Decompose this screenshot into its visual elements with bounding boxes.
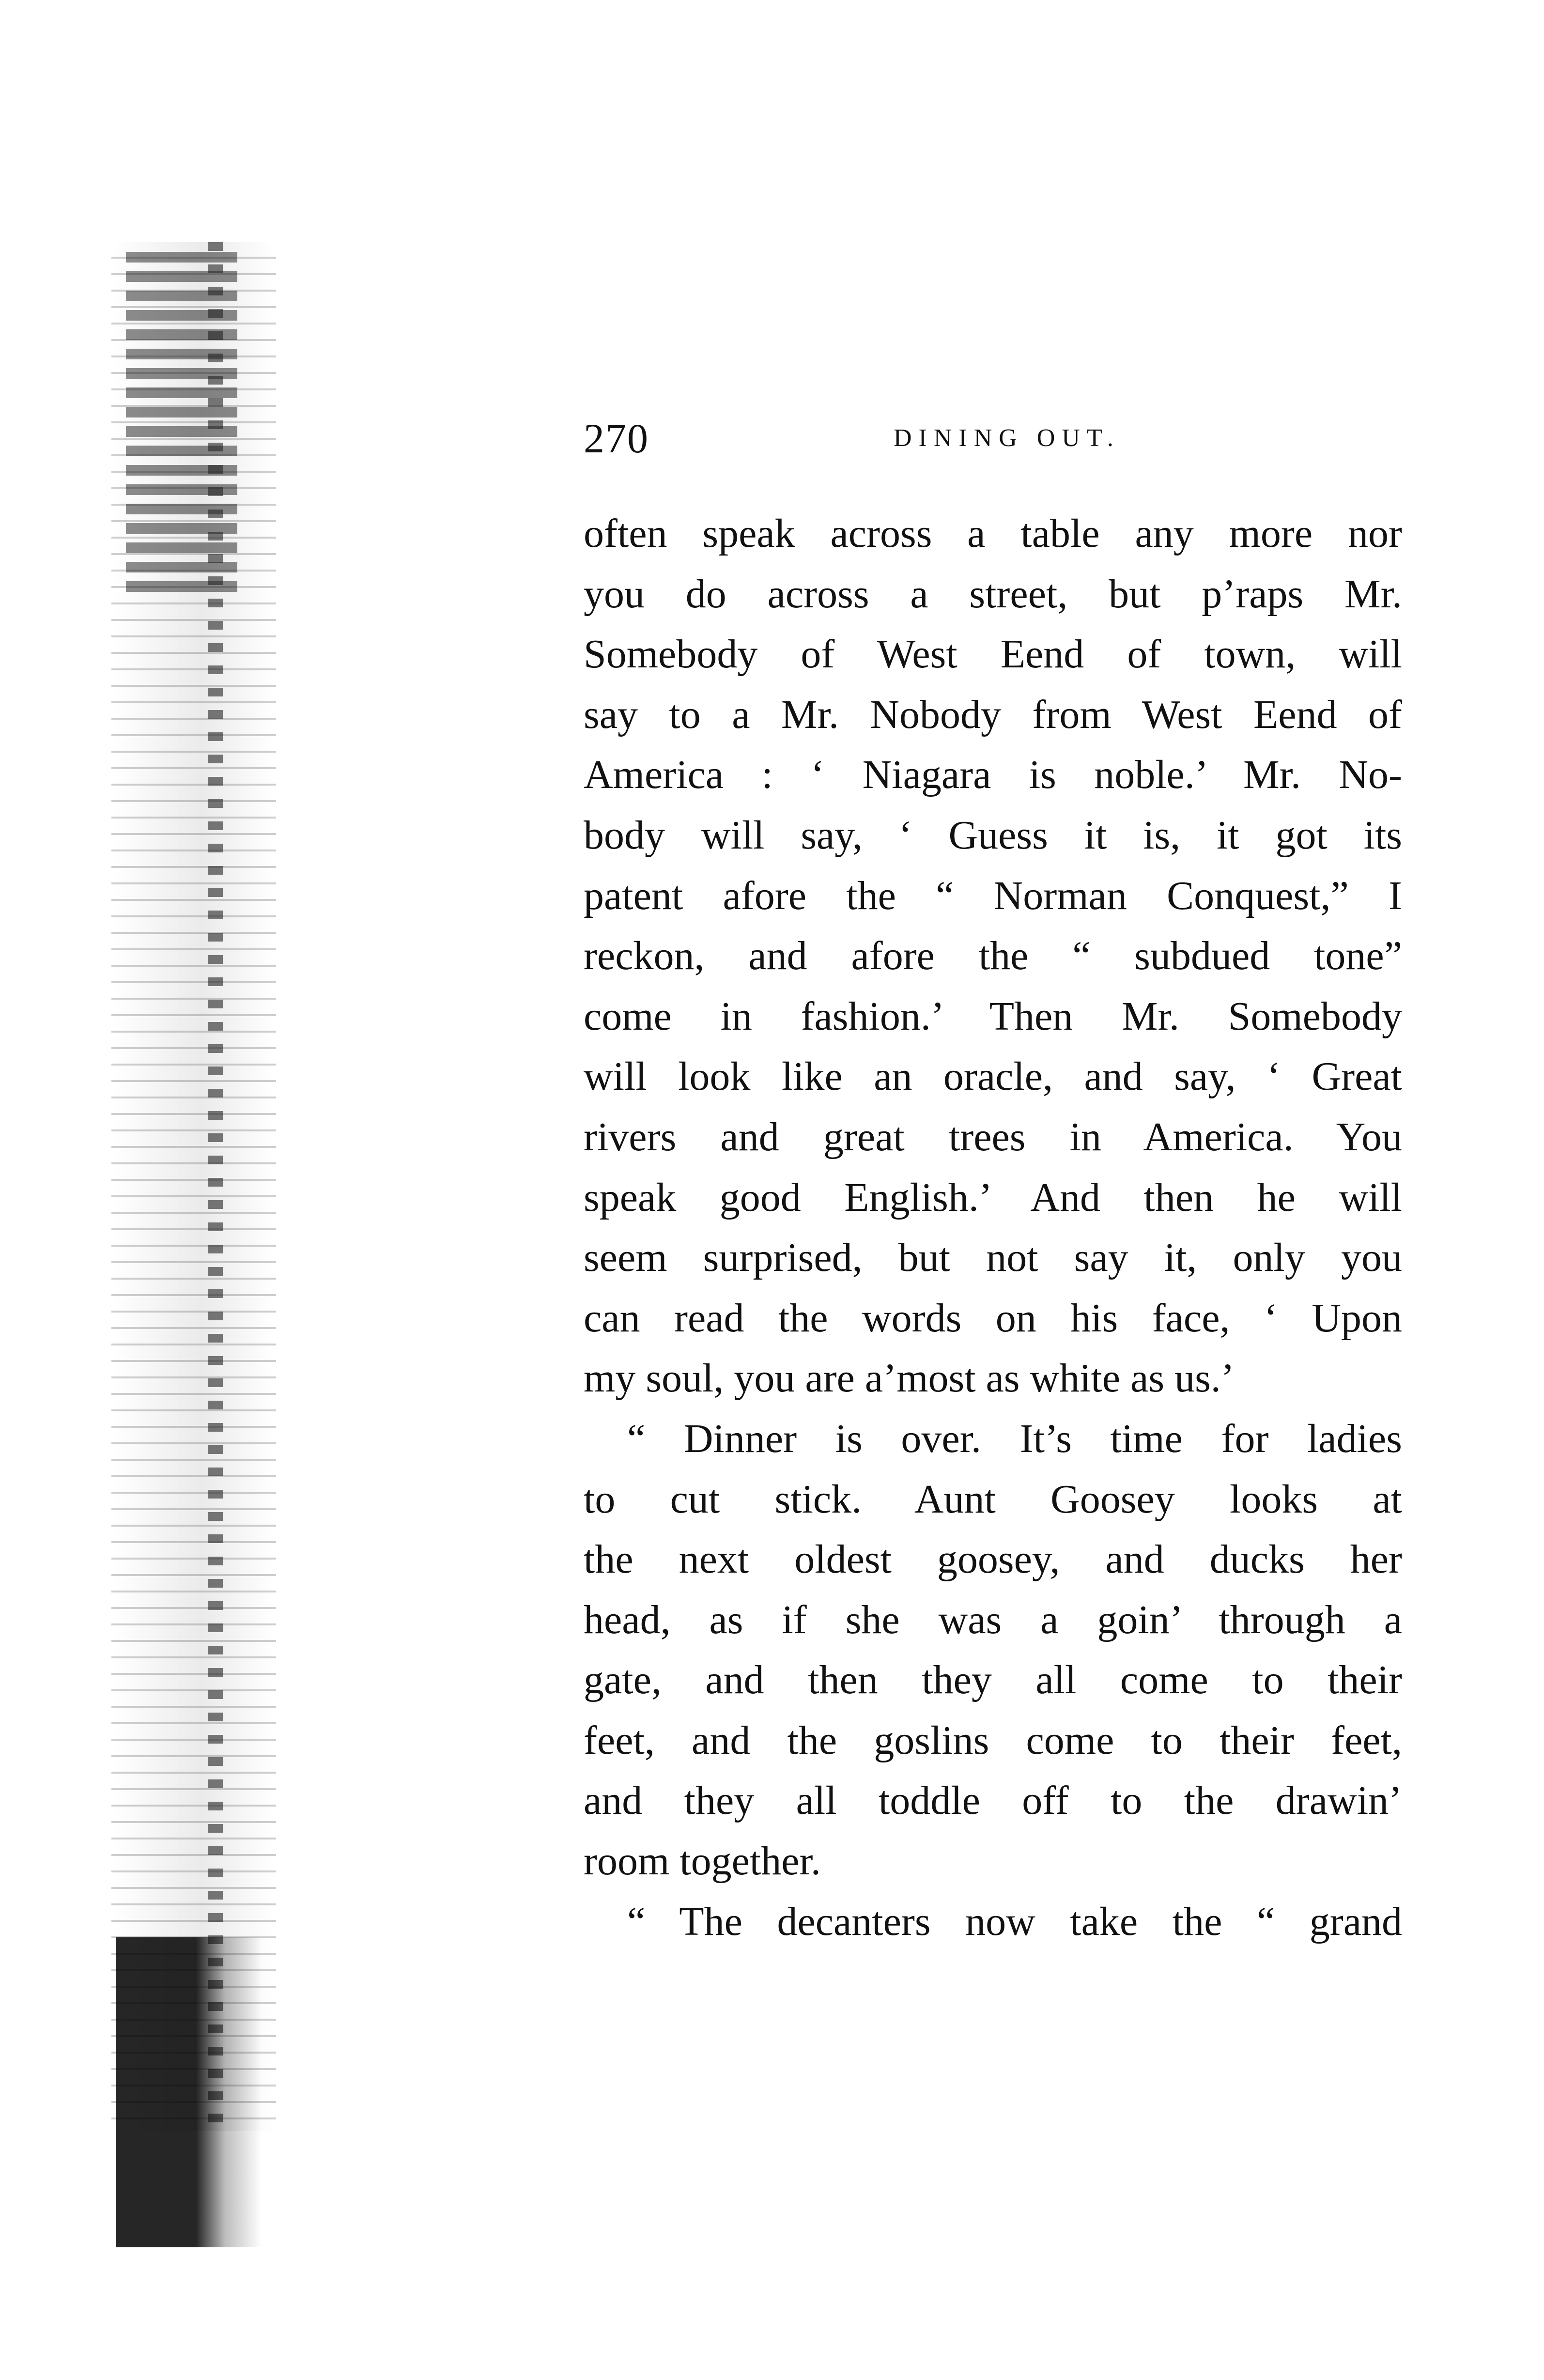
text-line: the next oldest goosey, and ducks her	[584, 1537, 1402, 1582]
running-title: DINING OUT.	[894, 424, 1120, 452]
text-line: to cut stick. Aunt Goosey looks at	[584, 1476, 1402, 1522]
gutter-edge	[208, 242, 223, 2131]
text-line: and they all toddle off to the drawin’	[584, 1778, 1402, 1824]
text-line: can read the words on his face, ‘ Upon	[584, 1295, 1402, 1341]
text-line: head, as if she was a goin’ through a	[584, 1597, 1402, 1642]
text-line: will look like an oracle, and say, ‘ Great	[584, 1054, 1402, 1099]
text-line: gate, and then they all come to their	[584, 1657, 1402, 1703]
text-line: seem surprised, but not say it, only you	[584, 1235, 1402, 1281]
text-line: “ The decanters now take the “ grand	[627, 1899, 1402, 1944]
text-line: feet, and the goslins come to their feet,	[584, 1717, 1402, 1763]
text-line: you do across a street, but p’raps Mr.	[584, 571, 1402, 617]
text-line: patent afore the “ Norman Conquest,” I	[584, 873, 1402, 918]
text-line: room together.	[584, 1839, 821, 1884]
text-line: come in fashion.’ Then Mr. Somebody	[584, 993, 1402, 1039]
running-head	[584, 414, 1407, 467]
text-line: rivers and great trees in America. You	[584, 1114, 1402, 1159]
page-number: 270	[584, 415, 649, 462]
text-line: speak good English.’ And then he will	[584, 1175, 1402, 1220]
text-line: reckon, and afore the “ subdued tone”	[584, 933, 1402, 979]
text-line: body will say, ‘ Guess it is, it got its	[584, 812, 1402, 858]
gutter-noise-bottom	[116, 1937, 262, 2247]
text-line: Somebody of West Eend of town, will	[584, 632, 1402, 677]
text-line: America : ‘ Niagara is noble.’ Mr. No-	[584, 752, 1402, 798]
text-line: my soul, you are a’most as white as us.’	[584, 1356, 1235, 1401]
text-line: “ Dinner is over. It’s time for ladies	[627, 1416, 1402, 1461]
text-line: often speak across a table any more nor	[584, 511, 1402, 556]
text-line: say to a Mr. Nobody from West Eend of	[584, 692, 1402, 737]
body-text	[584, 504, 1402, 1952]
